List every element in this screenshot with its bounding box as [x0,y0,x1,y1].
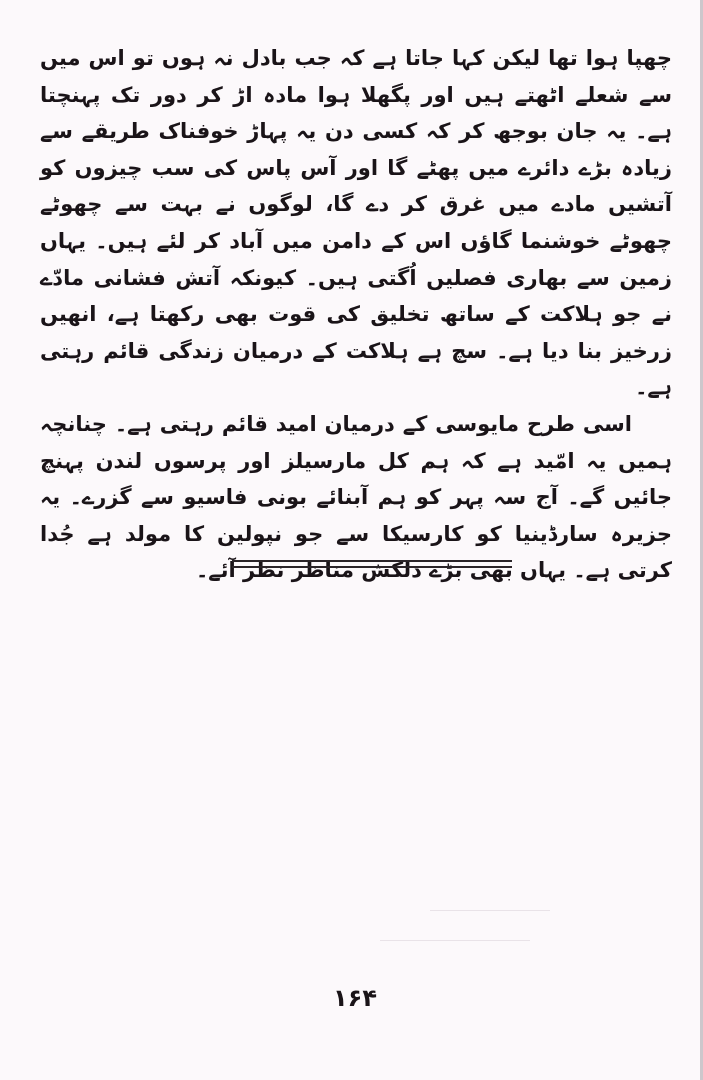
paragraph-1: چھپا ہوا تھا لیکن کہا جاتا ہے کہ جب بادل نہ ہوں تو اس میں سے شعلے اٹھتے ہیں اور پگھلا ہوا مادہ اڑ کر دور تک پہنچتا ہے۔ یہ جان بوجھ کر کہ کسی دن یہ پہاڑ خوفناک طریقے سے زیادہ بڑے دائرے میں پھٹے گا اور آس پاس کی سب چیزوں کو آتشیں مادے میں غرق کر دے گا، لوگوں نے بہت سے چھوٹے چھوٹے خوشنما گاؤں اس کے دامن میں آباد کر لئے ہیں۔ یہاں زمین سے بھاری فصلیں اُگتی ہیں۔ کیونکہ آتش فشانی مادّے نے جو ہلاکت کے ساتھ تخلیق کی قوت بھی رکھتا ہے، انھیں زرخیز بنا دیا ہے۔ سچ ہے ہلاکت کے درمیان زندگی قائم رہتی ہے۔ [40,46,672,400]
body-text [40,40,672,589]
bleed-through-mark [430,910,550,911]
section-divider-line [232,566,512,568]
bleed-through-mark [380,940,530,941]
paragraph-2: اسی طرح مایوسی کے درمیان امید قائم رہتی ہے۔ چنانچہ ہمیں یہ امّید ہے کہ ہم کل مارسیلز اور پرسوں لندن پہنچ جائیں گے۔ آج سہ پہر کو ہم آبنائے بونی فاسیو سے گزرے۔ یہ جزیرہ سارڈینیا کو کارسیکا سے جو نپولین کا مولد ہے جُدا کرتی ہے۔ یہاں بھی بڑے دلکش مناظر نظر آئے۔ [40,411,672,583]
page-number: ۱۶۴ [333,984,377,1012]
section-divider-line [232,560,512,562]
